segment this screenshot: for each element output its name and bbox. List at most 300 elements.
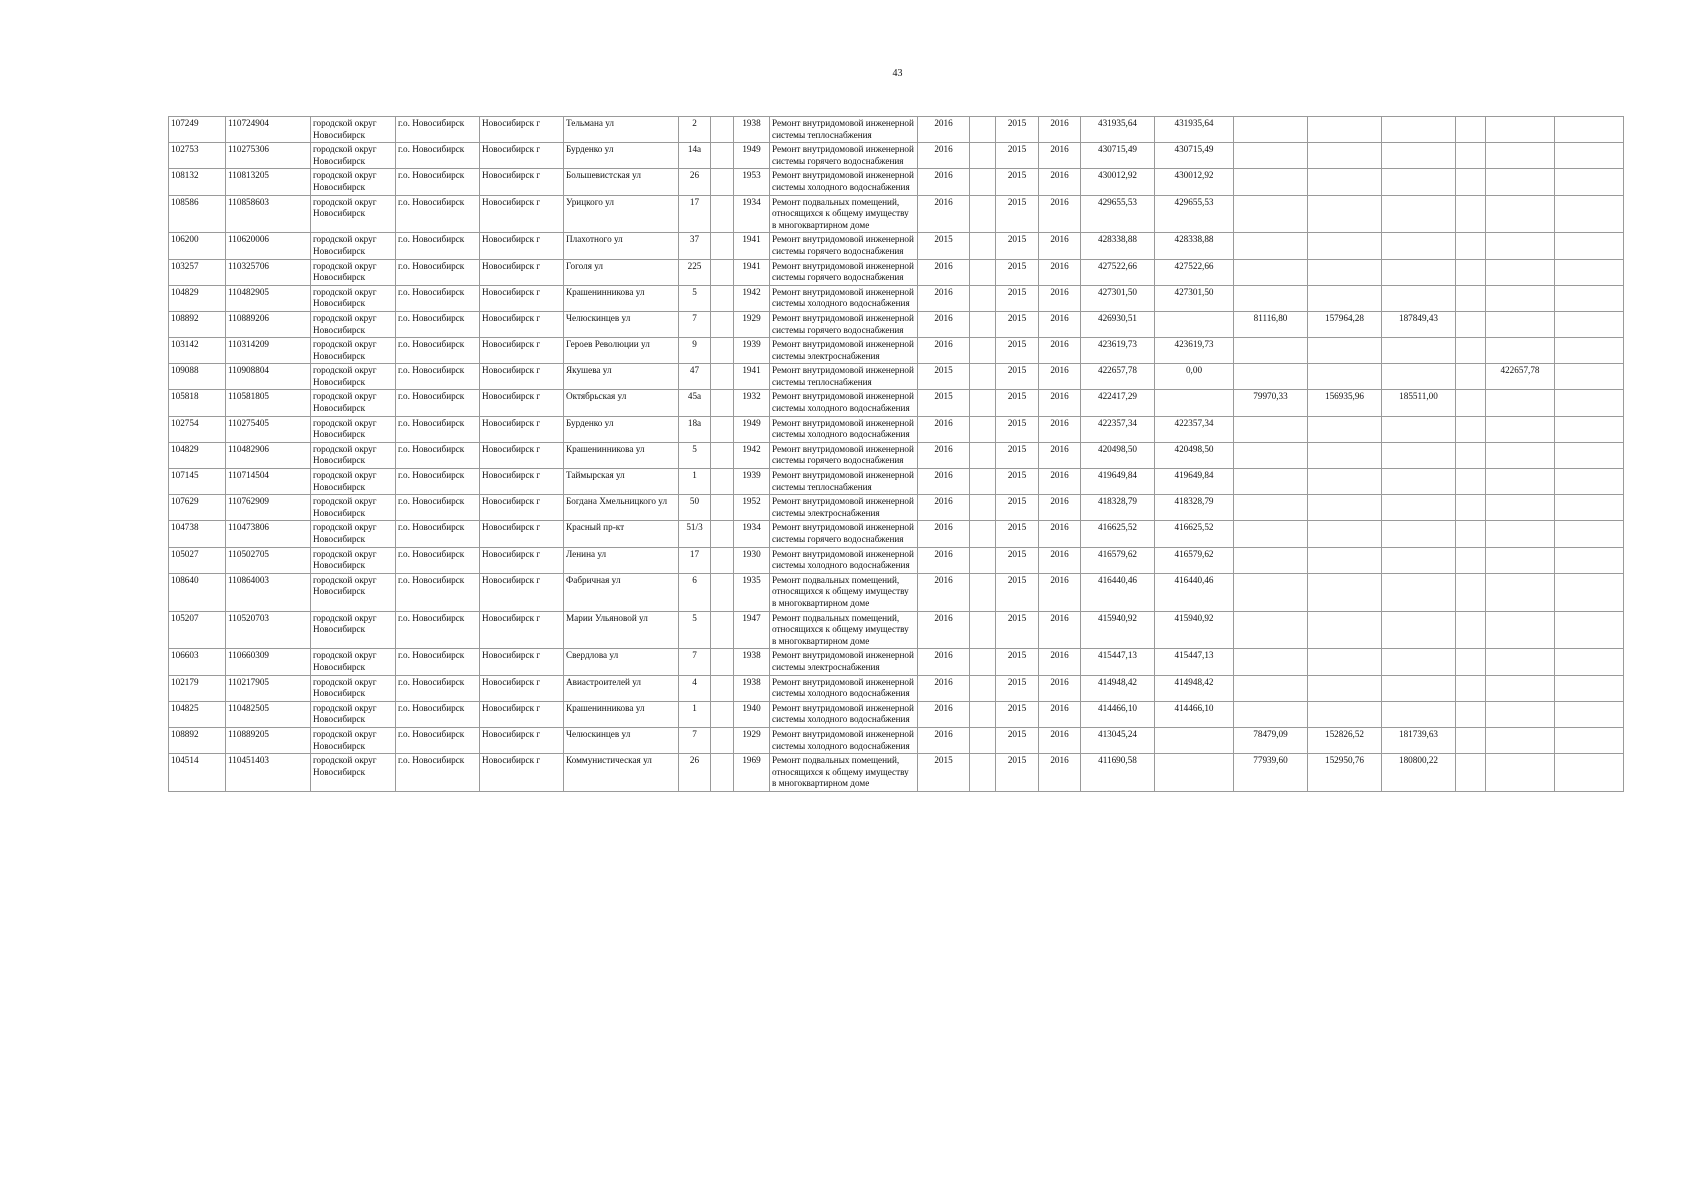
- cell-total-cost: 427522,66: [1081, 259, 1155, 285]
- cell-total-cost: 420498,50: [1081, 442, 1155, 468]
- cell-municipality: городской округ Новосибирск: [311, 259, 396, 285]
- cell-blank-d: [1555, 364, 1624, 390]
- cell-plan-year: 2016: [918, 117, 970, 143]
- cell-year-to: 2016: [1039, 259, 1081, 285]
- cell-blank-d: [1555, 169, 1624, 195]
- cell-blank-a: [711, 259, 734, 285]
- cell-work-type: Ремонт внутридомовой инженерной системы горячего водоснабжения: [770, 143, 918, 169]
- cell-total-cost: 419649,84: [1081, 469, 1155, 495]
- cell-municipality: городской округ Новосибирск: [311, 649, 396, 675]
- cell-amount-2015: [1234, 547, 1308, 573]
- cell-work-type: Ремонт внутридомовой инженерной системы холодного водоснабжения: [770, 547, 918, 573]
- cell-id: 109088: [169, 364, 226, 390]
- cell-id: 104514: [169, 754, 226, 792]
- cell-plan-year: 2016: [918, 611, 970, 649]
- cell-year-from: 2015: [996, 169, 1039, 195]
- cell-year-from: 2015: [996, 416, 1039, 442]
- cell-id: 102754: [169, 416, 226, 442]
- cell-municipality: городской округ Новосибирск: [311, 547, 396, 573]
- cell-year-built: 1938: [734, 117, 770, 143]
- cell-plan-year: 2016: [918, 195, 970, 233]
- cell-year-built: 1934: [734, 521, 770, 547]
- cell-amount-2017: [1382, 416, 1456, 442]
- cell-city-district: г.о. Новосибирск: [396, 675, 480, 701]
- cell-amount-2016: [1308, 195, 1382, 233]
- cell-amount-2016: [1308, 364, 1382, 390]
- cell-blank-d: [1555, 701, 1624, 727]
- cell-code: 110482505: [226, 701, 311, 727]
- cell-year-built: 1941: [734, 364, 770, 390]
- cell-fund-amount: [1155, 754, 1234, 792]
- cell-house: 45а: [679, 390, 711, 416]
- cell-locality: Новосибирск г: [480, 311, 564, 337]
- cell-total-cost: 416579,62: [1081, 547, 1155, 573]
- cell-id: 103257: [169, 259, 226, 285]
- cell-fund-amount: 427522,66: [1155, 259, 1234, 285]
- cell-year-from: 2015: [996, 338, 1039, 364]
- cell-street: Марии Ульяновой ул: [564, 611, 679, 649]
- cell-amount-2015: [1234, 195, 1308, 233]
- cell-amount-2016: [1308, 521, 1382, 547]
- cell-blank-d: [1555, 233, 1624, 259]
- cell-blank-c: [1456, 754, 1486, 792]
- cell-city-district: г.о. Новосибирск: [396, 442, 480, 468]
- cell-year-to: 2016: [1039, 547, 1081, 573]
- cell-city-district: г.о. Новосибирск: [396, 547, 480, 573]
- cell-id: 104738: [169, 521, 226, 547]
- cell-year-from: 2015: [996, 547, 1039, 573]
- cell-code: 110714504: [226, 469, 311, 495]
- cell-blank-a: [711, 754, 734, 792]
- cell-blank-d: [1555, 195, 1624, 233]
- cell-plan-year: 2016: [918, 727, 970, 753]
- cell-code: 110275306: [226, 143, 311, 169]
- cell-blank-d: [1555, 390, 1624, 416]
- cell-fund-amount: 422357,34: [1155, 416, 1234, 442]
- cell-id: 106603: [169, 649, 226, 675]
- cell-amount-2017: 185511,00: [1382, 390, 1456, 416]
- cell-year-from: 2015: [996, 233, 1039, 259]
- cell-amount-2016: [1308, 701, 1382, 727]
- cell-city-district: г.о. Новосибирск: [396, 701, 480, 727]
- cell-city-district: г.о. Новосибирск: [396, 195, 480, 233]
- cell-city-district: г.о. Новосибирск: [396, 338, 480, 364]
- cell-year-from: 2015: [996, 364, 1039, 390]
- cell-blank-a: [711, 727, 734, 753]
- cell-year-to: 2016: [1039, 338, 1081, 364]
- cell-locality: Новосибирск г: [480, 649, 564, 675]
- cell-city-district: г.о. Новосибирск: [396, 285, 480, 311]
- cell-locality: Новосибирск г: [480, 727, 564, 753]
- cell-id: 108892: [169, 727, 226, 753]
- cell-amount-other: [1486, 649, 1555, 675]
- cell-amount-2017: [1382, 169, 1456, 195]
- cell-year-from: 2015: [996, 649, 1039, 675]
- cell-city-district: г.о. Новосибирск: [396, 649, 480, 675]
- cell-plan-year: 2015: [918, 364, 970, 390]
- cell-year-to: 2016: [1039, 442, 1081, 468]
- cell-blank-b: [970, 675, 996, 701]
- cell-year-to: 2016: [1039, 195, 1081, 233]
- cell-amount-2017: 180800,22: [1382, 754, 1456, 792]
- cell-locality: Новосибирск г: [480, 701, 564, 727]
- cell-fund-amount: 0,00: [1155, 364, 1234, 390]
- cell-amount-2016: 152826,52: [1308, 727, 1382, 753]
- cell-fund-amount: 416440,46: [1155, 573, 1234, 611]
- table-row: [169, 390, 1624, 416]
- cell-municipality: городской округ Новосибирск: [311, 364, 396, 390]
- cell-house: 50: [679, 495, 711, 521]
- cell-house: 1: [679, 701, 711, 727]
- cell-amount-2015: [1234, 442, 1308, 468]
- cell-blank-b: [970, 364, 996, 390]
- cell-blank-b: [970, 143, 996, 169]
- table-row: [169, 573, 1624, 611]
- cell-street: Бурденко ул: [564, 143, 679, 169]
- cell-year-to: 2016: [1039, 143, 1081, 169]
- cell-amount-2017: [1382, 701, 1456, 727]
- cell-locality: Новосибирск г: [480, 754, 564, 792]
- cell-code: 110451403: [226, 754, 311, 792]
- table-row: [169, 195, 1624, 233]
- table-row: [169, 521, 1624, 547]
- cell-id: 105818: [169, 390, 226, 416]
- cell-street: Красный пр-кт: [564, 521, 679, 547]
- cell-amount-other: [1486, 143, 1555, 169]
- cell-id: 108640: [169, 573, 226, 611]
- cell-id: 106200: [169, 233, 226, 259]
- cell-locality: Новосибирск г: [480, 390, 564, 416]
- cell-fund-amount: 414948,42: [1155, 675, 1234, 701]
- cell-municipality: городской округ Новосибирск: [311, 338, 396, 364]
- cell-plan-year: 2016: [918, 143, 970, 169]
- cell-street: Крашенинникова ул: [564, 701, 679, 727]
- cell-blank-a: [711, 143, 734, 169]
- cell-total-cost: 418328,79: [1081, 495, 1155, 521]
- cell-amount-2017: [1382, 285, 1456, 311]
- cell-work-type: Ремонт подвальных помещений, относящихся к общему имуществу в многоквартирном доме: [770, 195, 918, 233]
- cell-city-district: г.о. Новосибирск: [396, 611, 480, 649]
- cell-code: 110482905: [226, 285, 311, 311]
- cell-amount-2015: [1234, 233, 1308, 259]
- cell-amount-other: [1486, 727, 1555, 753]
- cell-amount-2017: [1382, 195, 1456, 233]
- cell-house: 6: [679, 573, 711, 611]
- cell-amount-2016: [1308, 547, 1382, 573]
- cell-id: 108892: [169, 311, 226, 337]
- cell-work-type: Ремонт подвальных помещений, относящихся к общему имуществу в многоквартирном доме: [770, 754, 918, 792]
- cell-amount-2015: [1234, 521, 1308, 547]
- cell-blank-c: [1456, 469, 1486, 495]
- cell-amount-other: [1486, 495, 1555, 521]
- cell-fund-amount: [1155, 390, 1234, 416]
- cell-id: 104825: [169, 701, 226, 727]
- cell-amount-other: [1486, 390, 1555, 416]
- cell-id: 102753: [169, 143, 226, 169]
- cell-blank-d: [1555, 547, 1624, 573]
- cell-municipality: городской округ Новосибирск: [311, 521, 396, 547]
- cell-amount-2017: [1382, 364, 1456, 390]
- cell-municipality: городской округ Новосибирск: [311, 416, 396, 442]
- cell-id: 108586: [169, 195, 226, 233]
- cell-blank-d: [1555, 754, 1624, 792]
- cell-amount-other: [1486, 521, 1555, 547]
- cell-blank-a: [711, 285, 734, 311]
- cell-amount-other: [1486, 754, 1555, 792]
- cell-city-district: г.о. Новосибирск: [396, 390, 480, 416]
- cell-locality: Новосибирск г: [480, 233, 564, 259]
- cell-city-district: г.о. Новосибирск: [396, 364, 480, 390]
- cell-plan-year: 2016: [918, 259, 970, 285]
- cell-plan-year: 2015: [918, 754, 970, 792]
- cell-total-cost: 414466,10: [1081, 701, 1155, 727]
- cell-year-built: 1929: [734, 311, 770, 337]
- cell-house: 2: [679, 117, 711, 143]
- cell-fund-amount: 430715,49: [1155, 143, 1234, 169]
- repair-registry-table: [168, 116, 1624, 792]
- cell-blank-c: [1456, 285, 1486, 311]
- cell-code: 110864003: [226, 573, 311, 611]
- cell-locality: Новосибирск г: [480, 675, 564, 701]
- cell-blank-b: [970, 117, 996, 143]
- cell-blank-b: [970, 442, 996, 468]
- cell-city-district: г.о. Новосибирск: [396, 416, 480, 442]
- cell-amount-2015: [1234, 416, 1308, 442]
- cell-blank-c: [1456, 233, 1486, 259]
- cell-id: 103142: [169, 338, 226, 364]
- cell-id: 107629: [169, 495, 226, 521]
- cell-year-from: 2015: [996, 611, 1039, 649]
- cell-work-type: Ремонт подвальных помещений, относящихся к общему имуществу в многоквартирном доме: [770, 573, 918, 611]
- cell-amount-2015: 77939,60: [1234, 754, 1308, 792]
- cell-house: 5: [679, 611, 711, 649]
- cell-work-type: Ремонт внутридомовой инженерной системы электроснабжения: [770, 649, 918, 675]
- cell-blank-d: [1555, 311, 1624, 337]
- cell-blank-a: [711, 195, 734, 233]
- cell-code: 110889206: [226, 311, 311, 337]
- cell-blank-b: [970, 169, 996, 195]
- cell-city-district: г.о. Новосибирск: [396, 754, 480, 792]
- cell-code: 110858603: [226, 195, 311, 233]
- cell-house: 18а: [679, 416, 711, 442]
- cell-year-to: 2016: [1039, 675, 1081, 701]
- cell-amount-2015: [1234, 573, 1308, 611]
- table-row: [169, 649, 1624, 675]
- cell-total-cost: 415447,13: [1081, 649, 1155, 675]
- cell-amount-2016: [1308, 117, 1382, 143]
- cell-year-built: 1934: [734, 195, 770, 233]
- cell-amount-2015: [1234, 169, 1308, 195]
- cell-year-built: 1947: [734, 611, 770, 649]
- cell-year-from: 2015: [996, 573, 1039, 611]
- cell-year-from: 2015: [996, 285, 1039, 311]
- cell-year-to: 2016: [1039, 233, 1081, 259]
- cell-fund-amount: [1155, 727, 1234, 753]
- cell-street: Фабричная ул: [564, 573, 679, 611]
- cell-year-to: 2016: [1039, 285, 1081, 311]
- cell-code: 110502705: [226, 547, 311, 573]
- cell-amount-2017: 187849,43: [1382, 311, 1456, 337]
- cell-blank-d: [1555, 495, 1624, 521]
- cell-locality: Новосибирск г: [480, 547, 564, 573]
- cell-house: 5: [679, 285, 711, 311]
- cell-blank-c: [1456, 547, 1486, 573]
- cell-work-type: Ремонт внутридомовой инженерной системы холодного водоснабжения: [770, 285, 918, 311]
- table-row: [169, 364, 1624, 390]
- cell-year-to: 2016: [1039, 364, 1081, 390]
- cell-house: 47: [679, 364, 711, 390]
- cell-work-type: Ремонт внутридомовой инженерной системы холодного водоснабжения: [770, 727, 918, 753]
- table-row: [169, 169, 1624, 195]
- cell-blank-d: [1555, 143, 1624, 169]
- cell-blank-b: [970, 521, 996, 547]
- cell-total-cost: 423619,73: [1081, 338, 1155, 364]
- cell-blank-c: [1456, 259, 1486, 285]
- cell-municipality: городской округ Новосибирск: [311, 233, 396, 259]
- cell-plan-year: 2016: [918, 285, 970, 311]
- cell-locality: Новосибирск г: [480, 285, 564, 311]
- cell-blank-c: [1456, 727, 1486, 753]
- cell-blank-c: [1456, 573, 1486, 611]
- cell-year-to: 2016: [1039, 469, 1081, 495]
- cell-year-to: 2016: [1039, 416, 1081, 442]
- cell-amount-2015: 79970,33: [1234, 390, 1308, 416]
- cell-work-type: Ремонт внутридомовой инженерной системы теплоснабжения: [770, 117, 918, 143]
- cell-blank-b: [970, 259, 996, 285]
- cell-blank-b: [970, 195, 996, 233]
- cell-amount-2016: 156935,96: [1308, 390, 1382, 416]
- cell-street: Свердлова ул: [564, 649, 679, 675]
- cell-amount-2016: [1308, 495, 1382, 521]
- table-row: [169, 259, 1624, 285]
- cell-work-type: Ремонт внутридомовой инженерной системы электроснабжения: [770, 338, 918, 364]
- cell-blank-c: [1456, 390, 1486, 416]
- cell-amount-2015: [1234, 285, 1308, 311]
- cell-street: Челюскинцев ул: [564, 727, 679, 753]
- cell-amount-2015: [1234, 495, 1308, 521]
- cell-total-cost: 427301,50: [1081, 285, 1155, 311]
- cell-year-from: 2015: [996, 521, 1039, 547]
- cell-year-built: 1935: [734, 573, 770, 611]
- cell-street: Большевистская ул: [564, 169, 679, 195]
- cell-house: 17: [679, 547, 711, 573]
- cell-amount-2017: [1382, 233, 1456, 259]
- cell-house: 7: [679, 727, 711, 753]
- cell-code: 110581805: [226, 390, 311, 416]
- cell-amount-2015: 81116,80: [1234, 311, 1308, 337]
- table-row: [169, 727, 1624, 753]
- table-row: [169, 338, 1624, 364]
- cell-id: 102179: [169, 675, 226, 701]
- cell-street: Гоголя ул: [564, 259, 679, 285]
- cell-fund-amount: 414466,10: [1155, 701, 1234, 727]
- cell-year-built: 1969: [734, 754, 770, 792]
- cell-amount-other: [1486, 547, 1555, 573]
- cell-blank-d: [1555, 416, 1624, 442]
- cell-work-type: Ремонт внутридомовой инженерной системы холодного водоснабжения: [770, 169, 918, 195]
- cell-blank-a: [711, 416, 734, 442]
- cell-fund-amount: 416579,62: [1155, 547, 1234, 573]
- cell-blank-b: [970, 285, 996, 311]
- cell-street: Плахотного ул: [564, 233, 679, 259]
- cell-municipality: городской округ Новосибирск: [311, 754, 396, 792]
- cell-amount-2017: [1382, 521, 1456, 547]
- cell-amount-2015: [1234, 259, 1308, 285]
- cell-blank-b: [970, 649, 996, 675]
- cell-year-to: 2016: [1039, 390, 1081, 416]
- cell-plan-year: 2016: [918, 442, 970, 468]
- cell-blank-c: [1456, 364, 1486, 390]
- cell-amount-2017: [1382, 547, 1456, 573]
- cell-year-from: 2015: [996, 311, 1039, 337]
- cell-blank-d: [1555, 611, 1624, 649]
- cell-city-district: г.о. Новосибирск: [396, 521, 480, 547]
- cell-code: 110314209: [226, 338, 311, 364]
- cell-year-from: 2015: [996, 259, 1039, 285]
- cell-amount-2017: [1382, 573, 1456, 611]
- cell-blank-c: [1456, 611, 1486, 649]
- cell-amount-2016: [1308, 573, 1382, 611]
- cell-amount-other: [1486, 701, 1555, 727]
- cell-amount-other: [1486, 233, 1555, 259]
- cell-blank-a: [711, 573, 734, 611]
- cell-house: 14а: [679, 143, 711, 169]
- cell-blank-b: [970, 754, 996, 792]
- cell-blank-a: [711, 675, 734, 701]
- cell-street: Якушева ул: [564, 364, 679, 390]
- table-row: [169, 469, 1624, 495]
- cell-year-built: 1929: [734, 727, 770, 753]
- cell-year-from: 2015: [996, 117, 1039, 143]
- cell-work-type: Ремонт внутридомовой инженерной системы холодного водоснабжения: [770, 416, 918, 442]
- cell-locality: Новосибирск г: [480, 169, 564, 195]
- cell-amount-2015: 78479,09: [1234, 727, 1308, 753]
- cell-blank-b: [970, 573, 996, 611]
- cell-locality: Новосибирск г: [480, 442, 564, 468]
- cell-blank-a: [711, 311, 734, 337]
- cell-locality: Новосибирск г: [480, 143, 564, 169]
- table-row: [169, 611, 1624, 649]
- cell-work-type: Ремонт внутридомовой инженерной системы теплоснабжения: [770, 364, 918, 390]
- cell-blank-a: [711, 338, 734, 364]
- table-row: [169, 547, 1624, 573]
- cell-street: Тельмана ул: [564, 117, 679, 143]
- cell-fund-amount: 415447,13: [1155, 649, 1234, 675]
- cell-year-from: 2015: [996, 390, 1039, 416]
- cell-city-district: г.о. Новосибирск: [396, 259, 480, 285]
- cell-code: 110520703: [226, 611, 311, 649]
- cell-house: 26: [679, 169, 711, 195]
- cell-plan-year: 2015: [918, 390, 970, 416]
- cell-blank-b: [970, 495, 996, 521]
- cell-total-cost: 422357,34: [1081, 416, 1155, 442]
- cell-blank-b: [970, 390, 996, 416]
- cell-amount-2016: [1308, 611, 1382, 649]
- cell-total-cost: 426930,51: [1081, 311, 1155, 337]
- cell-municipality: городской округ Новосибирск: [311, 701, 396, 727]
- cell-code: 110275405: [226, 416, 311, 442]
- cell-blank-c: [1456, 311, 1486, 337]
- cell-plan-year: 2016: [918, 311, 970, 337]
- cell-fund-amount: 419649,84: [1155, 469, 1234, 495]
- cell-blank-d: [1555, 469, 1624, 495]
- cell-work-type: Ремонт внутридомовой инженерной системы горячего водоснабжения: [770, 233, 918, 259]
- cell-fund-amount: 427301,50: [1155, 285, 1234, 311]
- cell-municipality: городской округ Новосибирск: [311, 285, 396, 311]
- cell-blank-a: [711, 169, 734, 195]
- cell-locality: Новосибирск г: [480, 259, 564, 285]
- cell-total-cost: 411690,58: [1081, 754, 1155, 792]
